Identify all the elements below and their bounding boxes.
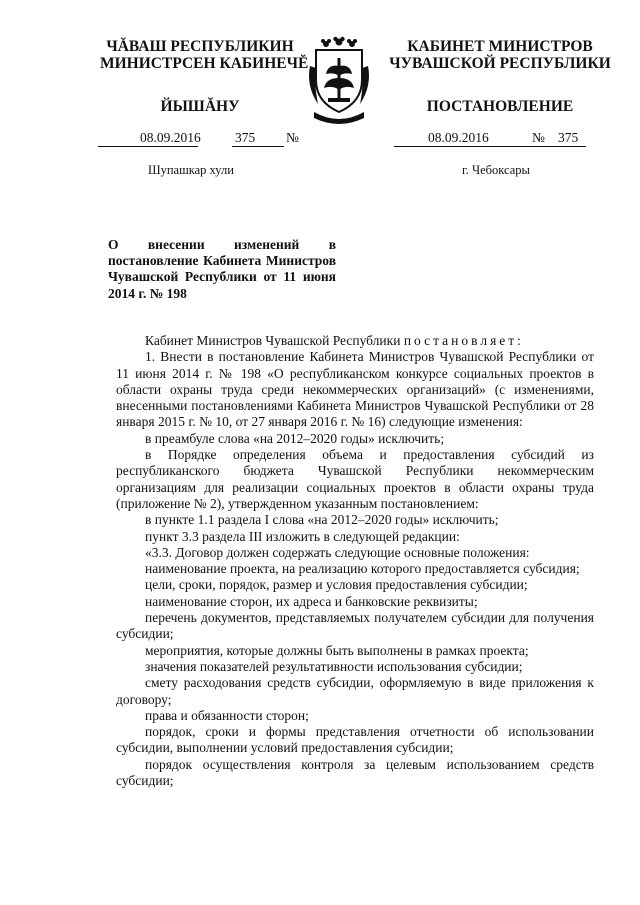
number-sign-left: № (286, 130, 299, 145)
body-paragraph: наименование сторон, их адреса и банковские реквизиты; (145, 593, 478, 609)
body-paragraph: в пункте 1.1 раздела I слова «на 2012–2020 годы» исключить; (145, 512, 499, 528)
header-right-line2: ЧУВАШСКОЙ РЕСПУБЛИКИ (389, 55, 611, 72)
date-left: 08.09.2016 (140, 130, 201, 145)
body-paragraph: в преамбуле слова «на 2012–2020 годы» исключить; (145, 430, 445, 446)
body-paragraph: перечень документов, представляемых получателем субсидии для получения субсидии; (116, 610, 594, 642)
body-paragraph: мероприятия, которые должны быть выполнены в рамках проекта; (145, 642, 529, 658)
numbering-left (98, 130, 310, 148)
body-paragraph: смету расходования средств субсидии, оформляемую в виде приложения к договору; (116, 675, 594, 707)
number-right: 375 (558, 130, 579, 145)
rule-right (394, 146, 586, 147)
body-paragraph: порядок осуществления контроля за целевым использованием средств субсидии; (116, 756, 594, 789)
number-sign-right: № (532, 130, 545, 145)
intro-verb: постановляет: (403, 333, 524, 348)
header-right-line1: КАБИНЕТ МИНИСТРОВ (407, 38, 593, 55)
body-paragraph: в Порядке определения объема и предоставления субсидий из республиканского бюджета Чувашской Республики некоммерческим организациям для реализации социальных проектов в области охраны труда (приложение № 2), утвержденном указанным постановлением: (116, 447, 594, 511)
header-left-line1: ЧĂВАШ РЕСПУБЛИКИН (106, 38, 294, 55)
date-rule-left (98, 146, 198, 147)
body-paragraph: права и обязанности сторон; (145, 707, 309, 723)
body-paragraph: цели, сроки, порядок, размер и условия предоставления субсидии; (145, 577, 528, 593)
coat-of-arms-icon (304, 36, 374, 128)
header-right (380, 38, 620, 72)
number-left: 375 (235, 130, 256, 145)
body-paragraph: значения показателей результативности использования субсидии; (145, 658, 523, 674)
body-paragraph: пункт 3.3 раздела III изложить в следующей редакции: (145, 528, 460, 544)
date-right: 08.09.2016 (428, 130, 489, 145)
body-paragraph: порядок, сроки и формы представления отчетности об использовании субсидии, выполнении условий предоставления субсидии; (116, 724, 594, 756)
doc-type-right: ПОСТАНОВЛЕНИЕ (426, 98, 574, 115)
header-left (100, 38, 309, 72)
place-right: г. Чебоксары (462, 163, 530, 177)
body-paragraph: «3.3. Договор должен содержать следующие основные положения: (145, 544, 530, 560)
numbering-right (394, 130, 594, 148)
place-left: Шупашкар хули (148, 163, 234, 177)
coat-of-arms-svg (304, 36, 374, 128)
document-body (116, 333, 594, 789)
body-paragraph: 1. Внести в постановление Кабинета Министров Чувашской Республики от 11 июня 2014 г. № 198 «О республиканском конкурсе социальных проектов в области охраны труда среди некоммерческих организаций» (с изменениями, внесенными постановлениями Кабинета Министров Чувашской Республики от 28 января 2015 г. № 10, от 27 января 2016 г. № 16) следующие изменения: (116, 349, 594, 430)
intro-text: Кабинет Министров Чувашской Республики (145, 333, 401, 348)
intro-paragraph (116, 333, 594, 349)
header-left-line2: МИНИСТРСЕН КАБИНЕЧĔ (100, 55, 309, 72)
number-rule-left (232, 146, 284, 147)
doc-type-left: ЙЫШĂНУ (160, 98, 240, 115)
document-title: О внесении изменений в постановление Кабинета Министров Чувашской Республики от 11 июня 2014 г. № 198 (108, 237, 336, 301)
body-paragraph: наименование проекта, на реализацию которого предоставляется субсидия; (145, 561, 580, 577)
